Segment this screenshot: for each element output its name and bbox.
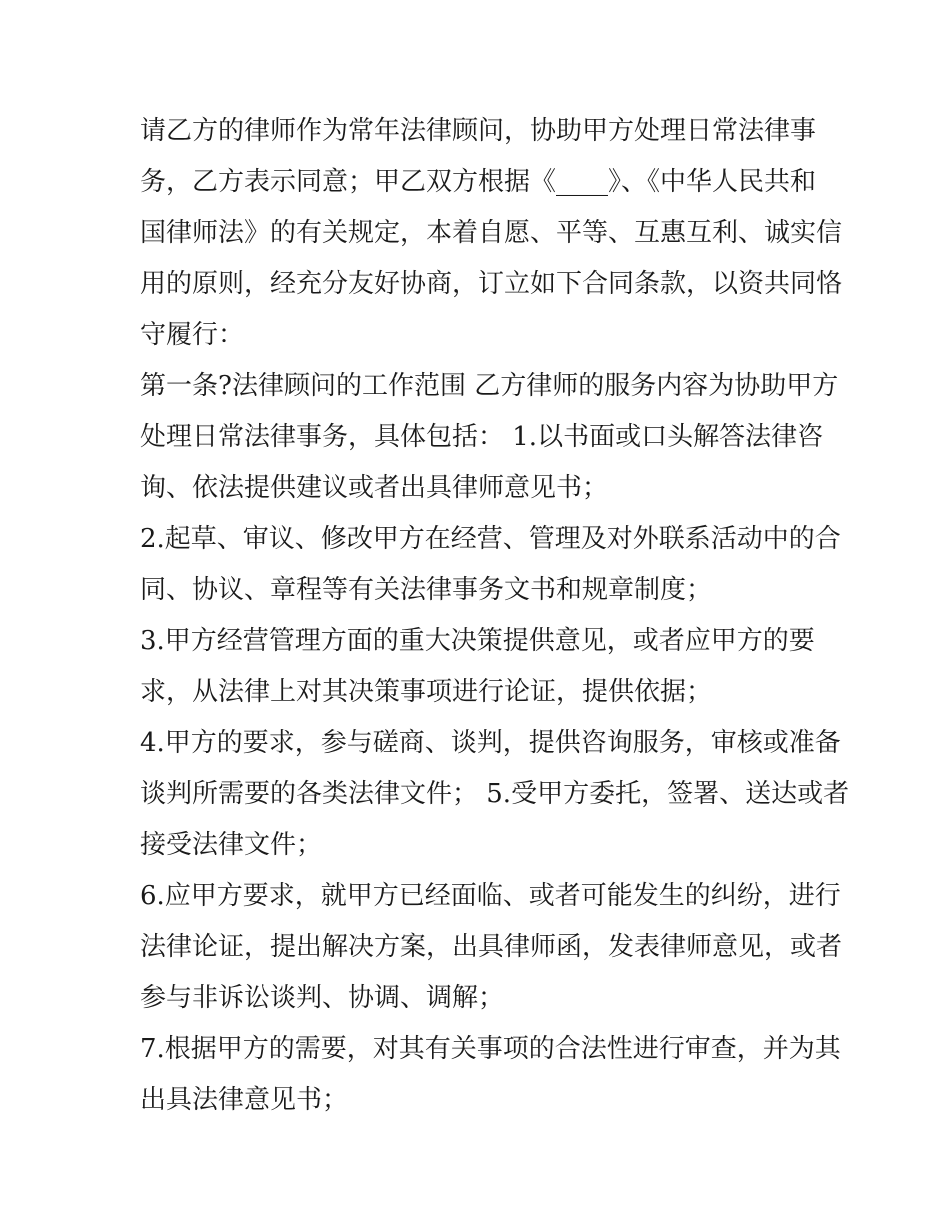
text-line: 7.根据甲方的需要，对其有关事项的合法性进行审查，并为其: [140, 1034, 841, 1064]
text-line: 同、协议、章程等有关法律事务文书和规章制度；: [140, 575, 713, 605]
text-line: 6.应甲方要求，就甲方已经面临、或者可能发生的纠纷，进行: [140, 881, 841, 911]
text-line: 谈判所需要的各类法律文件； 5.受甲方委托，签署、送达或者: [140, 779, 850, 809]
text-line: 务，乙方表示同意；甲乙双方根据《____》、《中华人民共和: [140, 167, 817, 197]
text-line: 4.甲方的要求，参与磋商、谈判，提供咨询服务，审核或准备: [140, 728, 841, 758]
text-line: 3.甲方经营管理方面的重大决策提供意见，或者应甲方的要: [140, 626, 815, 656]
text-line: 求，从法律上对其决策事项进行论证，提供依据；: [140, 677, 713, 707]
document-body: [140, 106, 850, 1126]
text-line: 守履行：: [140, 320, 245, 350]
text-line: 处理日常法律事务，具体包括： 1.以书面或口头解答法律咨: [140, 422, 824, 452]
text-line: 参与非诉讼谈判、协调、调解；: [140, 983, 505, 1013]
text-line: 国律师法》的有关规定，本着自愿、平等、互惠互利、诚实信: [140, 218, 843, 248]
text-line: 请乙方的律师作为常年法律顾问，协助甲方处理日常法律事: [140, 116, 817, 146]
text-line: 2.起草、审议、修改甲方在经营、管理及对外联系活动中的合: [140, 524, 841, 554]
text-line: 法律论证，提出解决方案，出具律师函，发表律师意见，或者: [140, 932, 843, 962]
text-line: 第一条?法律顾问的工作范围 乙方律师的服务内容为协助甲方: [140, 371, 839, 401]
text-line: 出具法律意见书；: [140, 1085, 349, 1115]
text-line: 接受法律文件；: [140, 830, 323, 860]
text-line: 用的原则，经充分友好协商，订立如下合同条款，以资共同恪: [140, 269, 843, 299]
text-line: 询、依法提供建议或者出具律师意见书；: [140, 473, 609, 503]
